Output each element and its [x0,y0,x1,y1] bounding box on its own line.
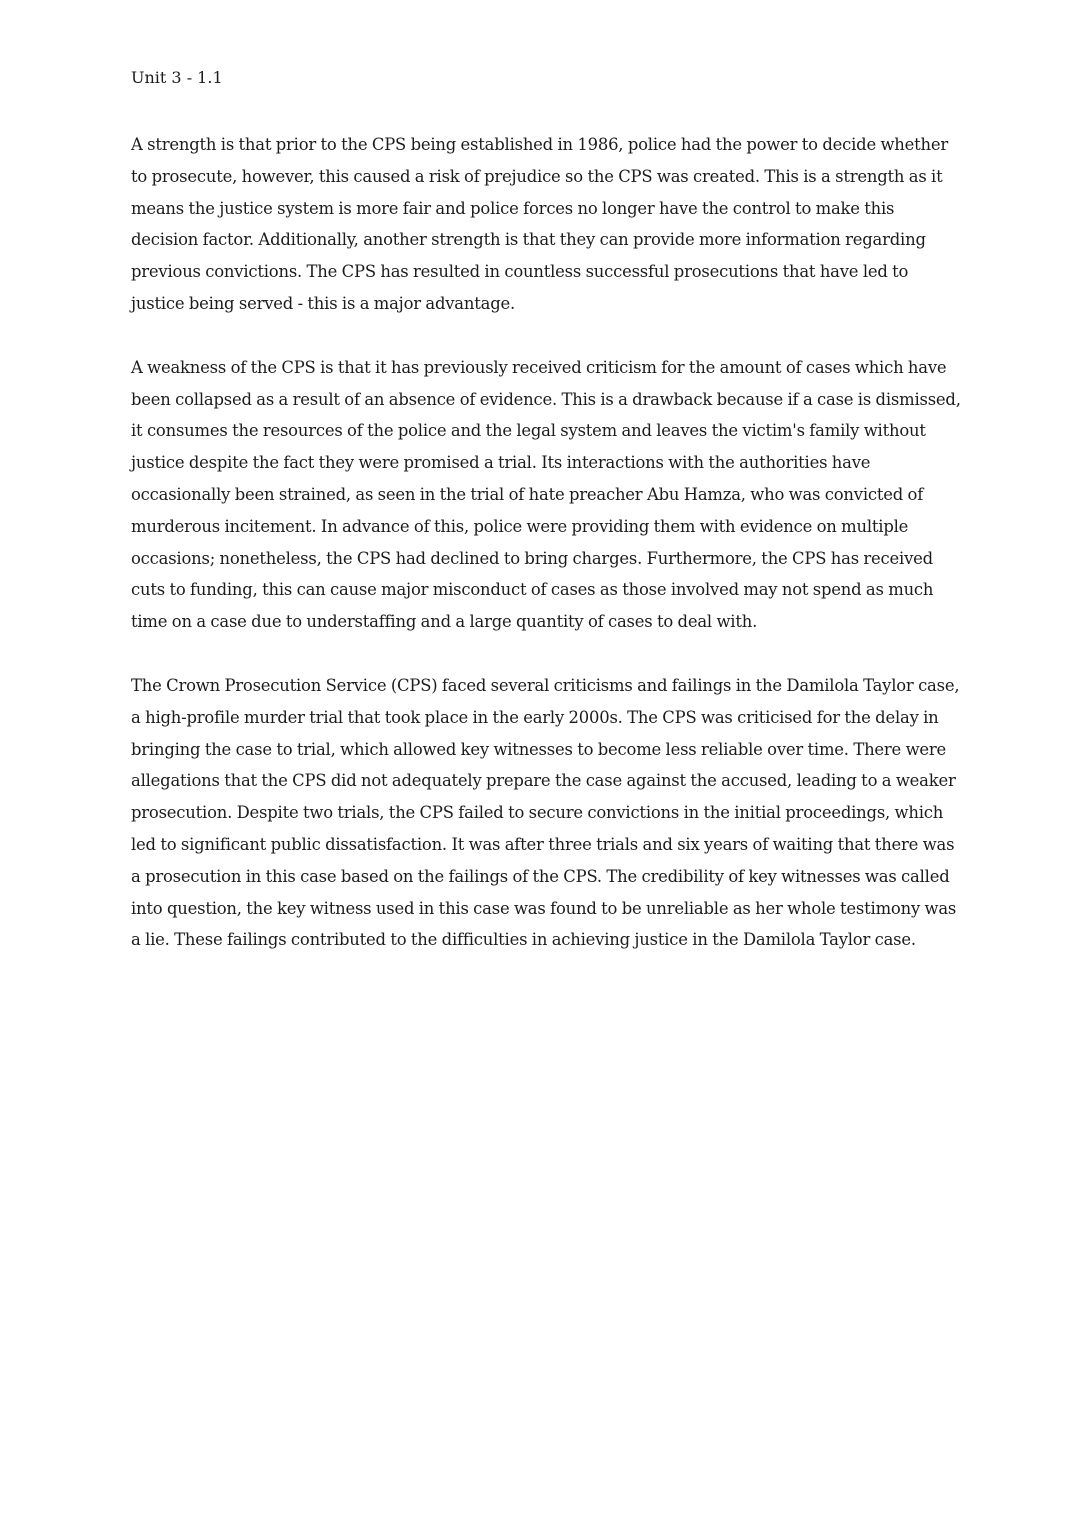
strengths-paragraph: A strength is that prior to the CPS being established in 1986, police had the power to decide whether to prosecute, however, this caused a risk of prejudice so the CPS was created. This is a strength as it means the justice system is more fair and police forces no longer have the control to make this decision factor. Additionally, another strength is that they can provide more information regarding previous convictions. The CPS has resulted in countless successful prosecutions that have led to justice being served - this is a major advantage. [131,135,949,313]
document-body [131,129,961,956]
weaknesses-paragraph: A weakness of the CPS is that it has previously received criticism for the amount of cases which have been collapsed as a result of an absence of evidence. This is a drawback because if a case is dismissed, it consumes the resources of the police and the legal system and leaves the victim's family without justice despite the fact they were promised a trial. Its interactions with the authorities have occasionally been strained, as seen in the trial of hate preacher Abu Hamza, who was convicted of murderous incitement. In advance of this, police were providing them with evidence on multiple occasions; nonetheless, the CPS had declined to bring charges. Furthermore, the CPS has received cuts to funding, this can cause major misconduct of cases as those involved may not spend as much time on a case due to understaffing and a large quantity of cases to deal with. [131,357,961,632]
page-heading: Unit 3 - 1.1 [131,68,223,87]
damilola-taylor-case-paragraph: The Crown Prosecution Service (CPS) faced several criticisms and failings in the Damilola Taylor case, a high-profile murder trial that took place in the early 2000s. The CPS was criticised for the delay in bringing the case to trial, which allowed key witnesses to become less reliable over time. There were allegations that the CPS did not adequately prepare the case against the accused, leading to a weaker prosecution. Despite two trials, the CPS failed to secure convictions in the initial proceedings, which led to significant public dissatisfaction. It was after three trials and six years of waiting that there was a prosecution in this case based on the failings of the CPS. The credibility of key witnesses was called into question, the key witness used in this case was found to be unreliable as her whole testimony was a lie. These failings contributed to the difficulties in achieving justice in the Damilola Taylor case. [131,675,960,950]
